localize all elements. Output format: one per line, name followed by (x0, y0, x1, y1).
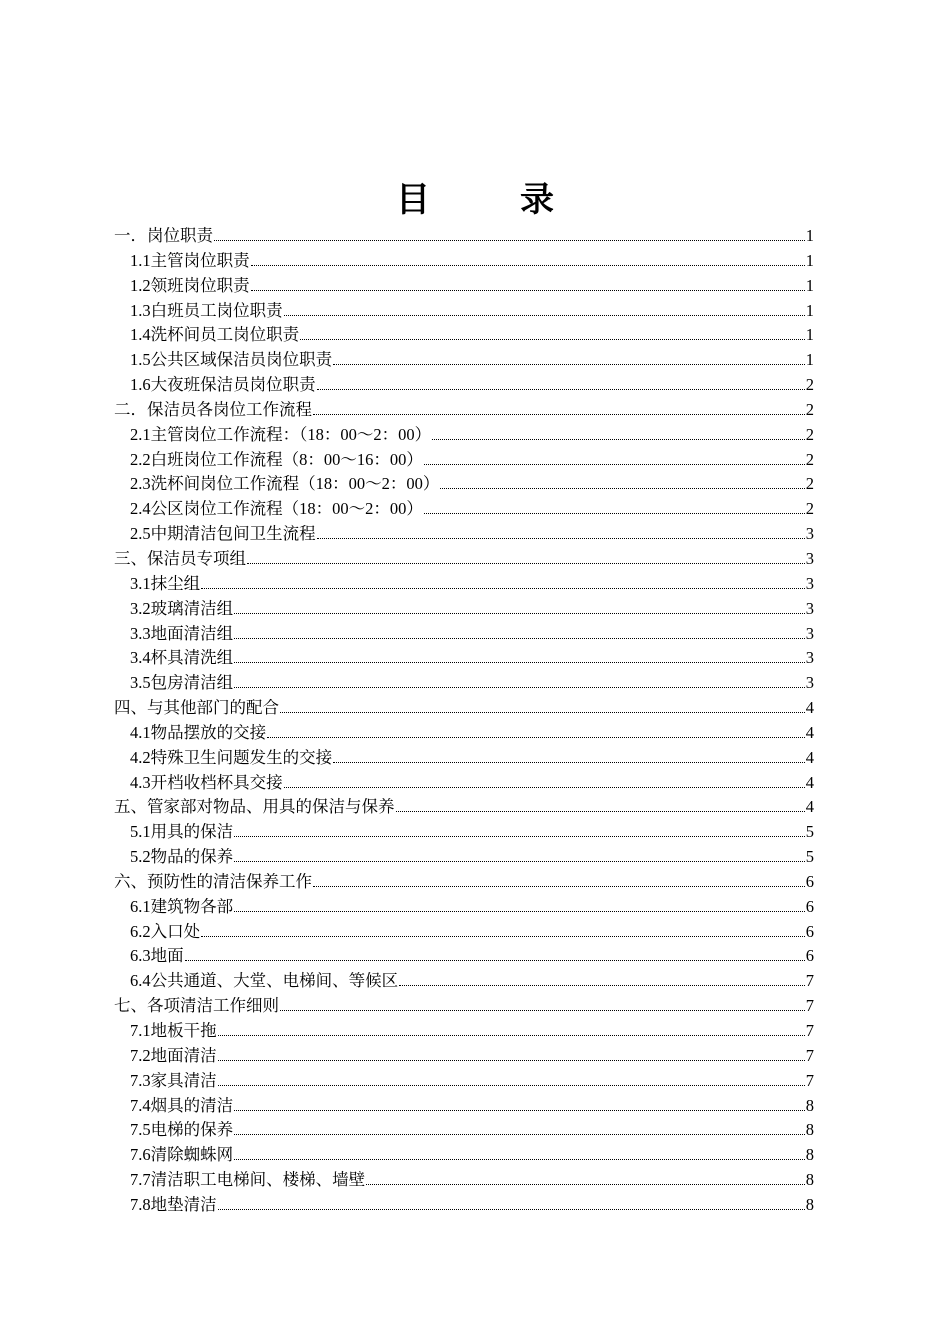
toc-subentry[interactable] (114, 323, 814, 348)
toc-entry-label: 3.5包房清洁组 (130, 673, 234, 693)
toc-page-number: 5 (805, 847, 814, 867)
toc-subentry[interactable] (114, 448, 814, 473)
toc-page-number: 2 (805, 375, 814, 395)
toc-page-number: 5 (805, 822, 814, 842)
toc-entry-label: 7.7清洁职工电梯间、楼梯、墙壁 (130, 1170, 366, 1190)
toc-entry-label: 7.8地垫清洁 (130, 1194, 217, 1214)
dot-leader (234, 686, 805, 688)
dot-leader (440, 487, 804, 489)
toc-entry-label: 四、与其他部门的配合 (114, 698, 279, 718)
dot-leader (234, 860, 805, 862)
toc-subentry[interactable] (114, 820, 814, 845)
toc-subentry[interactable] (114, 721, 814, 746)
toc-page-number: 2 (805, 399, 814, 419)
toc-subentry[interactable] (114, 1193, 814, 1218)
toc-page-number: 2 (805, 424, 814, 444)
toc-entry[interactable] (114, 547, 814, 572)
toc-subentry[interactable] (114, 1118, 814, 1143)
dot-leader (313, 885, 805, 887)
toc-page-number: 7 (805, 1021, 814, 1040)
dot-leader (185, 959, 805, 961)
dot-leader (201, 587, 805, 589)
toc-entry-label: 1.3白班员工岗位职责 (130, 300, 283, 320)
toc-entry-label: 6.4公共通道、大堂、电梯间、等候区 (130, 971, 399, 991)
dot-leader (432, 438, 805, 440)
toc-page-number: 3 (805, 548, 814, 568)
dot-leader (234, 637, 805, 639)
toc-entry-label: 4.3开档收档杯具交接 (130, 772, 283, 792)
dot-leader (218, 1208, 805, 1210)
toc-subentry[interactable] (114, 671, 814, 696)
dot-leader (267, 736, 805, 738)
toc-page-number: 8 (805, 1170, 814, 1190)
toc-subentry[interactable] (114, 895, 814, 920)
toc-entry-label: 7.1地板干拖 (130, 1021, 217, 1040)
toc-entry[interactable] (114, 224, 814, 249)
toc-page-number: 8 (805, 1145, 814, 1165)
toc-page-number: 4 (805, 698, 814, 718)
toc-entry-label: 7.4烟具的清洁 (130, 1095, 234, 1115)
toc-page-number: 2 (805, 449, 814, 469)
toc-entry-label: 3.3地面清洁组 (130, 623, 234, 643)
toc-page-number: 3 (805, 648, 814, 668)
toc-subentry[interactable] (114, 299, 814, 324)
toc-page-number: 7 (805, 971, 814, 991)
dot-leader (218, 1084, 805, 1086)
dot-leader (218, 1034, 805, 1036)
toc-subentry[interactable] (114, 497, 814, 522)
toc-page-number: 4 (805, 772, 814, 792)
toc-entry-label: 2.3洗杯间岗位工作流程（18：00～2：00） (130, 474, 440, 494)
toc-subentry[interactable] (114, 1143, 814, 1168)
toc-subentry[interactable] (114, 274, 814, 299)
dot-leader (284, 314, 805, 316)
toc-page-number: 3 (805, 598, 814, 618)
toc-entry[interactable] (114, 795, 814, 820)
toc-subentry[interactable] (114, 572, 814, 597)
toc-page-number: 4 (805, 747, 814, 767)
toc-subentry[interactable] (114, 522, 814, 547)
dot-leader (234, 1109, 805, 1111)
toc-entry-label: 3.1抹尘组 (130, 573, 201, 593)
dot-leader (234, 910, 805, 912)
toc-subentry[interactable] (114, 373, 814, 398)
toc-entry[interactable] (114, 398, 814, 423)
toc-page-number: 1 (805, 300, 814, 320)
dot-leader (280, 1009, 805, 1011)
dot-leader (234, 1133, 805, 1135)
toc-page-number: 7 (805, 1070, 814, 1090)
toc-page-number: 6 (805, 896, 814, 916)
toc-entry-label: 5.1用具的保洁 (130, 822, 234, 842)
toc-page-number: 6 (805, 921, 814, 941)
dot-leader (280, 711, 805, 713)
toc-entry-label: 三、保洁员专项组 (114, 548, 246, 568)
toc-page-number: 3 (805, 673, 814, 693)
toc-entry-label: 1.4洗杯间员工岗位职责 (130, 325, 300, 345)
toc-entry-label: 4.2特殊卫生问题发生的交接 (130, 747, 333, 767)
toc-subentry[interactable] (114, 771, 814, 796)
dot-leader (313, 413, 805, 415)
toc-subentry[interactable] (114, 249, 814, 274)
dot-leader (234, 835, 805, 837)
toc-page-number: 3 (805, 573, 814, 593)
dot-leader (251, 264, 805, 266)
dot-leader (399, 984, 805, 986)
toc-page-number: 1 (805, 226, 814, 245)
dot-leader (300, 338, 805, 340)
toc-subentry[interactable] (114, 597, 814, 622)
toc-subentry[interactable] (114, 920, 814, 945)
dot-leader (317, 537, 805, 539)
toc-subentry[interactable] (114, 1019, 814, 1044)
toc-entry-label: 1.5公共区域保洁员岗位职责 (130, 350, 333, 370)
toc-page-number: 2 (805, 474, 814, 494)
dot-leader (396, 810, 805, 812)
toc-entry-label: 7.2地面清洁 (130, 1045, 217, 1065)
toc-subentry[interactable] (114, 1168, 814, 1193)
dot-leader (218, 1059, 805, 1061)
toc-subentry[interactable] (114, 1044, 814, 1069)
dot-leader (247, 562, 805, 564)
toc-page-number: 3 (805, 623, 814, 643)
dot-leader (234, 612, 805, 614)
toc-entry-label: 1.2领班岗位职责 (130, 275, 250, 295)
dot-leader (424, 463, 805, 465)
toc-entry-label: 4.1物品摆放的交接 (130, 722, 267, 742)
toc-subentry[interactable] (114, 944, 814, 969)
toc-page-number: 2 (805, 499, 814, 519)
toc-entry-label: 3.2玻璃清洁组 (130, 598, 234, 618)
toc-entry-label: 6.1建筑物各部 (130, 896, 234, 916)
toc-entry-label: 2.4公区岗位工作流程（18：00～2：00） (130, 499, 423, 519)
toc-entry[interactable] (114, 994, 814, 1019)
toc-page-number: 1 (805, 275, 814, 295)
toc-entry-label: 一．岗位职责 (114, 226, 213, 245)
toc-entry[interactable] (114, 696, 814, 721)
toc-entry-label: 3.4杯具清洗组 (130, 648, 234, 668)
dot-leader (366, 1183, 805, 1185)
dot-leader (234, 1158, 805, 1160)
toc-entry-label: 2.2白班岗位工作流程（8：00～16：00） (130, 449, 423, 469)
toc-entry-label: 1.6大夜班保洁员岗位职责 (130, 375, 316, 395)
toc-page-number: 4 (805, 722, 814, 742)
toc-page-number: 6 (805, 871, 814, 891)
toc-entry-label: 六、预防性的清洁保养工作 (114, 871, 312, 891)
table-of-contents (114, 224, 814, 1218)
toc-page-number: 7 (805, 996, 814, 1016)
dot-leader (234, 661, 805, 663)
dot-leader (201, 935, 805, 937)
dot-leader (333, 363, 805, 365)
toc-subentry[interactable] (114, 622, 814, 647)
toc-entry-label: 7.3家具清洁 (130, 1070, 217, 1090)
toc-subentry[interactable] (114, 472, 814, 497)
toc-page-number: 8 (805, 1194, 814, 1214)
dot-leader (251, 289, 805, 291)
toc-entry-label: 2.5中期清洁包间卫生流程 (130, 524, 316, 544)
toc-page-number: 1 (805, 325, 814, 345)
toc-page-number: 1 (805, 250, 814, 270)
toc-entry-label: 6.2入口处 (130, 921, 201, 941)
toc-subentry[interactable] (114, 348, 814, 373)
toc-entry-label: 五、管家部对物品、用具的保洁与保养 (114, 797, 395, 817)
toc-entry-label: 7.5电梯的保养 (130, 1120, 234, 1140)
toc-entry-label: 二．保洁员各岗位工作流程 (114, 399, 312, 419)
toc-entry-label: 5.2物品的保养 (130, 847, 234, 867)
toc-page-number: 3 (805, 524, 814, 544)
toc-subentry[interactable] (114, 1069, 814, 1094)
toc-page-number: 7 (805, 1045, 814, 1065)
toc-page-number: 8 (805, 1095, 814, 1115)
toc-entry-label: 7.6清除蜘蛛网 (130, 1145, 234, 1165)
toc-page-number: 8 (805, 1120, 814, 1140)
toc-page-number: 4 (805, 797, 814, 817)
toc-subentry[interactable] (114, 845, 814, 870)
dot-leader (333, 761, 805, 763)
toc-subentry[interactable] (114, 423, 814, 448)
toc-subentry[interactable] (114, 1094, 814, 1119)
toc-page-number: 1 (805, 350, 814, 370)
dot-leader (317, 388, 805, 390)
toc-entry[interactable] (114, 870, 814, 895)
toc-subentry[interactable] (114, 646, 814, 671)
toc-subentry[interactable] (114, 746, 814, 771)
toc-page-number: 6 (805, 946, 814, 966)
toc-entry-label: 1.1主管岗位职责 (130, 250, 250, 270)
toc-entry-label: 七、各项清洁工作细则 (114, 996, 279, 1016)
toc-subentry[interactable] (114, 969, 814, 994)
toc-title: 目 录 (396, 180, 582, 220)
toc-entry-label: 6.3地面 (130, 946, 184, 966)
dot-leader (214, 239, 805, 241)
dot-leader (424, 512, 805, 514)
toc-entry-label: 2.1主管岗位工作流程：（18：00～2：00） (130, 424, 432, 444)
dot-leader (284, 786, 805, 788)
